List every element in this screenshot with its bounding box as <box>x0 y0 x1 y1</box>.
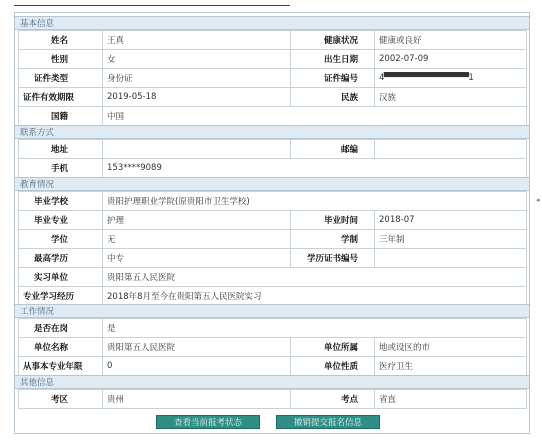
info-table <box>18 191 527 306</box>
field-label: 毕业专业 <box>19 211 103 230</box>
field-value <box>375 249 527 268</box>
field-value: 2018年8月至今在贵阳第五人民医院实习 <box>103 287 527 306</box>
table-row <box>19 192 527 211</box>
section-contact <box>14 125 530 178</box>
field-label: 健康状况 <box>291 31 375 50</box>
info-table <box>18 389 527 409</box>
field-label: 毕业学校 <box>19 192 103 211</box>
field-value: 中国 <box>103 107 527 126</box>
field-label: 单位名称 <box>19 338 103 357</box>
field-value: 中专 <box>103 249 291 268</box>
table-row <box>19 319 527 338</box>
top-divider <box>14 5 290 6</box>
table-row <box>19 140 527 159</box>
field-value: 2018-07 <box>375 211 527 230</box>
table-row <box>19 31 527 50</box>
field-label: 单位所属 <box>291 338 375 357</box>
cancel-submission-button[interactable]: 撤销提交报名信息 <box>276 415 380 429</box>
field-value: 2019-05-18 <box>103 88 291 107</box>
field-value: 是 <box>103 319 527 338</box>
field-value: 无 <box>103 230 291 249</box>
field-value: 贵州 <box>103 390 291 409</box>
field-label: 单位性质 <box>291 357 375 376</box>
action-bar <box>0 415 542 429</box>
field-value: 贵阳第五人民医院 <box>103 268 527 287</box>
info-table <box>18 139 527 178</box>
field-label: 从事本专业年限 <box>19 357 103 376</box>
table-row <box>19 107 527 126</box>
info-table <box>18 30 527 126</box>
section-title: 基本信息 <box>14 16 530 30</box>
field-value: 贵阳护理职业学院(原贵阳市卫生学校) <box>103 192 527 211</box>
table-row <box>19 50 527 69</box>
field-label: 学制 <box>291 230 375 249</box>
section-title: 教育情况 <box>14 177 530 191</box>
field-value: 女 <box>103 50 291 69</box>
field-label: 是否在岗 <box>19 319 103 338</box>
info-table <box>18 318 527 376</box>
view-status-button[interactable]: 查看当前报考状态 <box>156 415 260 429</box>
table-row <box>19 211 527 230</box>
field-label: 姓名 <box>19 31 103 50</box>
field-label: 出生日期 <box>291 50 375 69</box>
table-row <box>19 287 527 306</box>
field-value: 地或设区的市 <box>375 338 527 357</box>
table-row <box>19 249 527 268</box>
field-label: 证件编号 <box>291 69 375 88</box>
table-row <box>19 88 527 107</box>
field-value: 医疗卫生 <box>375 357 527 376</box>
table-row <box>19 268 527 287</box>
field-label: 最高学历 <box>19 249 103 268</box>
field-label: 毕业时间 <box>291 211 375 230</box>
field-label: 性别 <box>19 50 103 69</box>
field-label: 考区 <box>19 390 103 409</box>
section-title: 联系方式 <box>14 125 530 139</box>
field-label: 证件类型 <box>19 69 103 88</box>
field-label: 学位 <box>19 230 103 249</box>
field-label: 邮编 <box>291 140 375 159</box>
field-value: 护理 <box>103 211 291 230</box>
table-row <box>19 159 527 178</box>
field-value <box>103 140 291 159</box>
field-value: 三年制 <box>375 230 527 249</box>
field-value: 汉族 <box>375 88 527 107</box>
table-row <box>19 69 527 88</box>
field-value: 153****9089 <box>103 159 527 178</box>
field-value: 4▀▀▀▀▀▀▀▀▀▀▀▀▀▀1 <box>375 69 527 88</box>
section-education <box>14 177 530 306</box>
field-label: 考点 <box>291 390 375 409</box>
field-value: 0 <box>103 357 291 376</box>
field-label: 手机 <box>19 159 103 178</box>
field-value: 省直 <box>375 390 527 409</box>
field-value <box>375 140 527 159</box>
field-label: 实习单位 <box>19 268 103 287</box>
field-label: 国籍 <box>19 107 103 126</box>
field-value: 身份证 <box>103 69 291 88</box>
table-row <box>19 357 527 376</box>
section-title: 工作情况 <box>14 304 530 318</box>
field-value: 2002-07-09 <box>375 50 527 69</box>
table-row <box>19 338 527 357</box>
table-row <box>19 230 527 249</box>
section-title: 其他信息 <box>14 375 530 389</box>
field-label: 民族 <box>291 88 375 107</box>
field-label: 学历证书编号 <box>291 249 375 268</box>
field-value: 健康或良好 <box>375 31 527 50</box>
field-value: 王真 <box>103 31 291 50</box>
section-work <box>14 304 530 376</box>
field-value: 贵阳第五人民医院 <box>103 338 291 357</box>
section-basic-info <box>14 16 530 126</box>
side-arrow-icon: ◂ <box>536 196 540 204</box>
field-label: 地址 <box>19 140 103 159</box>
field-label: 证件有效期限 <box>19 88 103 107</box>
table-row <box>19 390 527 409</box>
section-other <box>14 375 530 409</box>
field-label: 专业学习经历 <box>19 287 103 306</box>
